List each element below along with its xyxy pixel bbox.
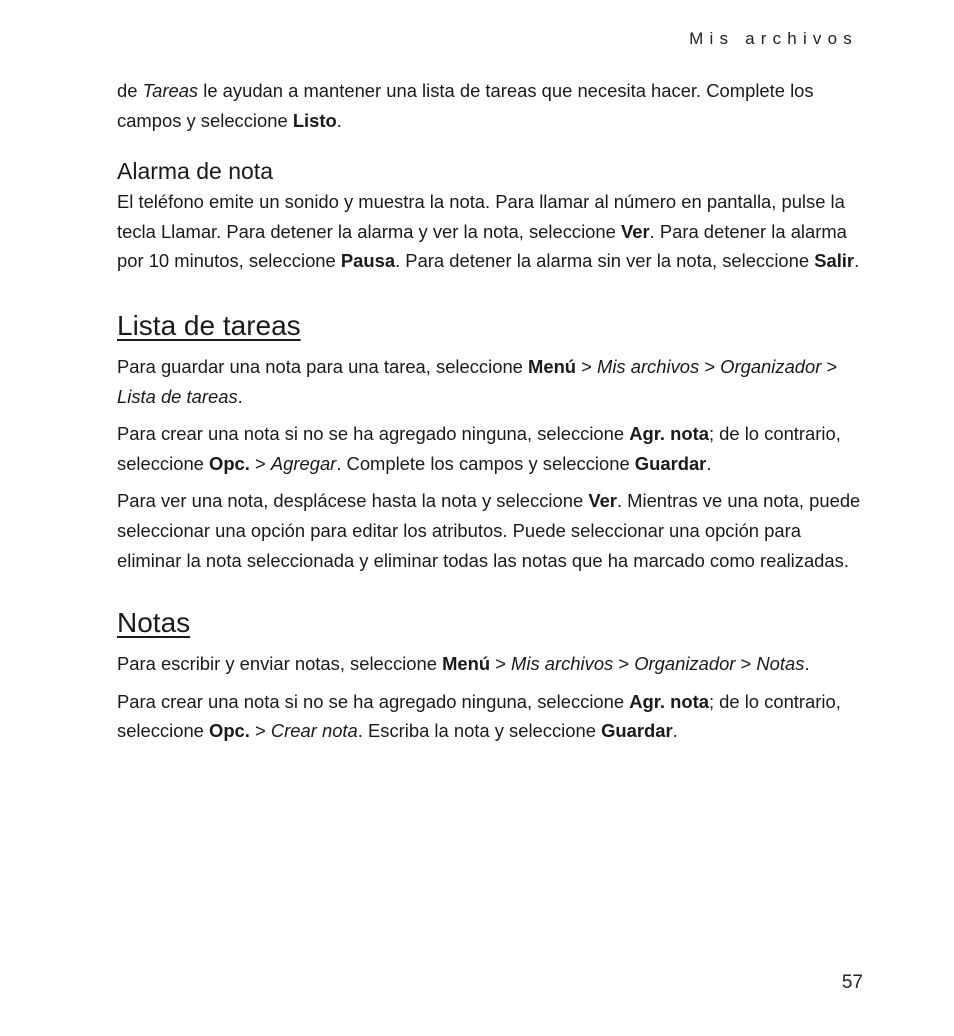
text: > (490, 653, 512, 675)
notas-paragraph-1 (117, 649, 862, 679)
text: Para guardar una nota para una tarea, seleccione (117, 355, 529, 377)
text: le ayudan a mantener una lista de tareas que necesita hacer. Complete los campos y seleccione (117, 80, 814, 131)
bold-term: Opc. (209, 720, 250, 742)
text: Para crear una nota si no se ha agregado ninguna, seleccione (117, 423, 630, 445)
text: . Mientras ve una nota, puede seleccionar una opción para editar los atributos. Puede seleccionar una opción para eliminar la nota seleccionada y eliminar todas las notas que ha marcado como realizadas. (117, 490, 861, 571)
text: > (249, 452, 271, 474)
text: Para crear una nota si no se ha agregado ninguna, seleccione (117, 690, 630, 712)
italic-term: Notas (756, 653, 805, 675)
text: . (672, 720, 678, 742)
bold-term: Pausa (340, 250, 396, 272)
italic-term: Organizador (634, 653, 736, 675)
intro-paragraph (117, 76, 862, 135)
text: Para escribir y enviar notas, seleccione (117, 653, 443, 675)
bold-term: Guardar (601, 720, 673, 742)
section-heading-lista: Lista de tareas (117, 309, 301, 341)
italic-term: Agregar (270, 452, 337, 474)
bold-term: Salir (814, 250, 855, 272)
text: > (735, 653, 757, 675)
text: . (706, 452, 712, 474)
bold-term: Agr. nota (629, 423, 709, 445)
lista-paragraph-1 (117, 352, 862, 411)
bold-term: Listo (292, 109, 337, 131)
text: . (237, 385, 243, 407)
italic-term: Mis archivos (597, 355, 700, 377)
bold-term: Ver (588, 490, 617, 512)
text: . (336, 109, 342, 131)
text: . Escriba la nota y seleccione (357, 720, 602, 742)
bold-term: Menú (528, 355, 577, 377)
section-heading-alarma: Alarma de nota (117, 158, 273, 185)
text: > (821, 355, 838, 377)
bold-term: Ver (620, 220, 650, 242)
page-content (117, 76, 862, 754)
italic-term: Crear nota (270, 720, 358, 742)
text: El teléfono emite un sonido y muestra la nota. Para llamar al número en pantalla, pulse la tecla Llamar. Para detener la alarma y ver la nota, seleccione (117, 191, 845, 242)
italic-term: Lista de tareas (117, 385, 238, 407)
text: . (854, 250, 860, 272)
running-header: Mis archivos (689, 29, 858, 48)
text: > (249, 720, 271, 742)
notas-paragraph-2 (117, 687, 862, 746)
text: . (804, 653, 810, 675)
bold-term: Menú (442, 653, 491, 675)
text: . Complete los campos y seleccione (336, 452, 635, 474)
text: de (117, 80, 143, 101)
text: . Para detener la alarma por 10 minutos, seleccione (117, 220, 847, 272)
text: Para ver una nota, desplácese hasta la nota y seleccione (117, 490, 589, 512)
lista-paragraph-3 (117, 486, 862, 575)
text: ; de lo contrario, seleccione (117, 423, 841, 474)
bold-term: Opc. (209, 452, 250, 474)
bold-term: Agr. nota (629, 690, 709, 712)
text: . Para detener la alarma sin ver la nota, seleccione (395, 250, 815, 272)
lista-paragraph-2 (117, 419, 862, 478)
italic-term: Mis archivos (511, 653, 614, 675)
text: > (613, 653, 635, 675)
page-number: 57 (841, 972, 863, 993)
text: > (699, 355, 721, 377)
section-heading-notas: Notas (117, 607, 191, 639)
alarma-paragraph (117, 187, 862, 276)
italic-term: Organizador (720, 355, 822, 377)
text: ; de lo contrario, seleccione (117, 690, 841, 742)
text: > (576, 355, 597, 377)
italic-term: Tareas (142, 80, 199, 101)
bold-term: Guardar (634, 452, 707, 474)
